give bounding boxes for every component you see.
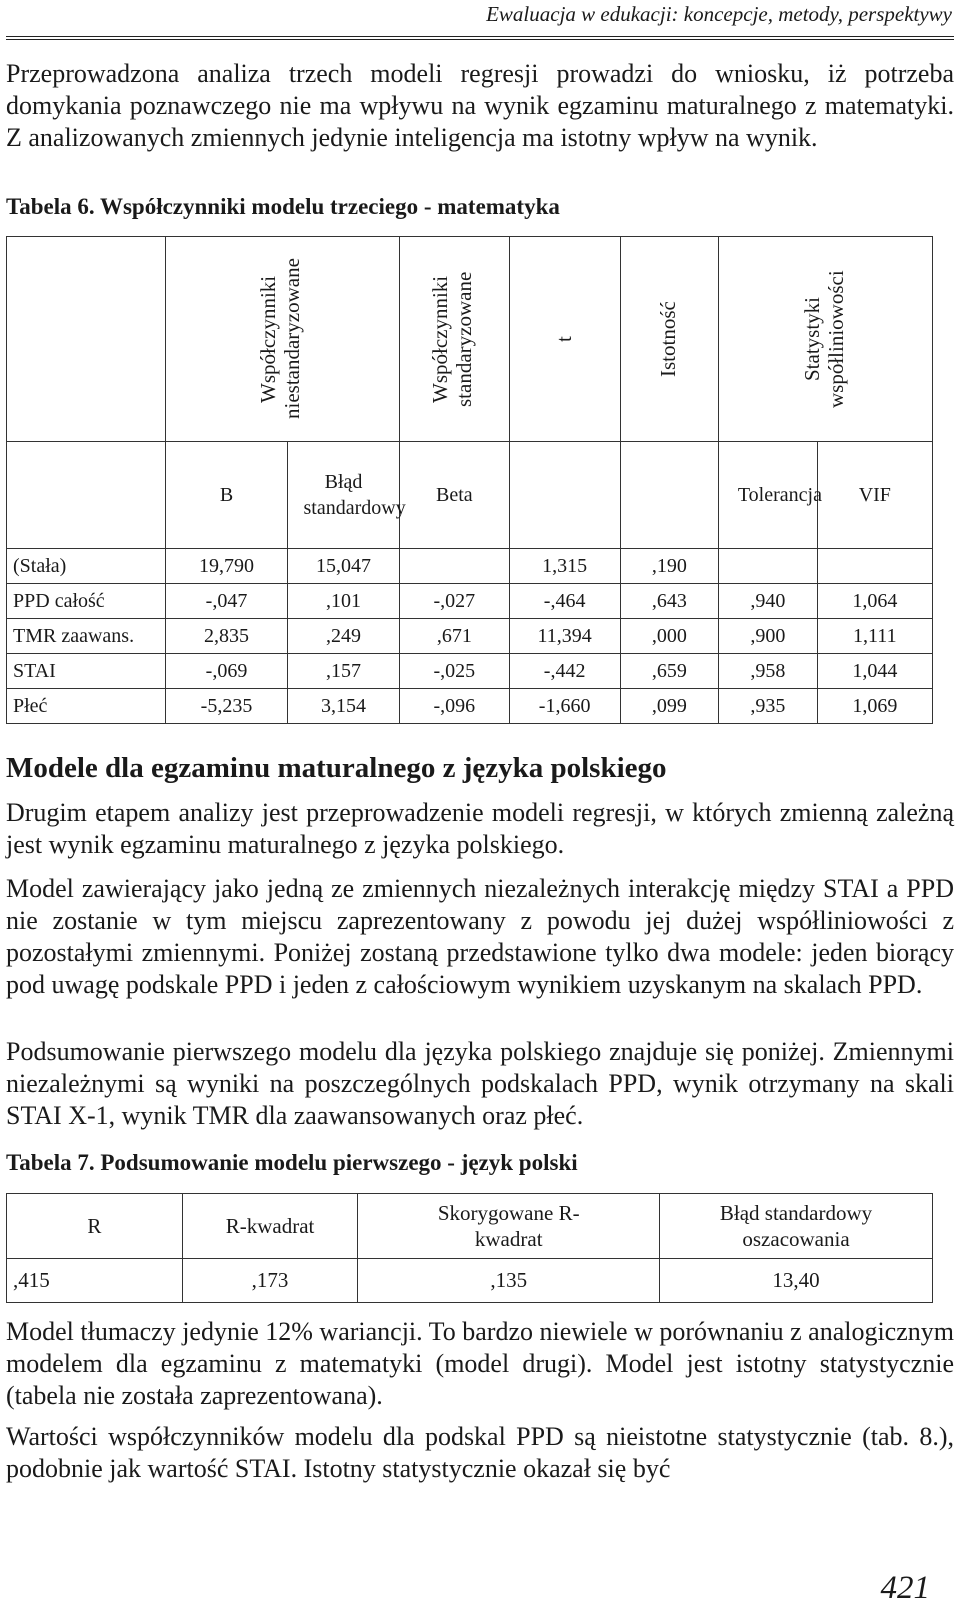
header-rule-top [6,36,954,37]
section-heading: Modele dla egzaminu maturalnego z języka polskiego [6,752,667,784]
paragraph-first-model-summary: Podsumowanie pierwszego modelu dla języka polskiego znajduje się poniżej. Zmiennymi niezależnymi są wyniki na poszczególnych podskalach PPD, wynik otrzymany na skali STAI X-1, wynik TMR dla zaawansowanych oraz płeć. [6,1037,954,1130]
running-header: Ewaluacja w edukacji: koncepcje, metody, perspektywy [486,2,952,26]
header-r-squared: R-kwadrat [182,1194,358,1259]
paragraph-conclusion: Przeprowadzona analiza trzech modeli regresji prowadzi do wniosku, iż potrzeba domykania poznawczego nie ma wpływu na wynik egzaminu maturalnego z matematyki. Z analizowanych zmiennych jedynie inteligencja ma istotny wpływ na wynik. [6,59,954,152]
subheader-vif: VIF [817,442,932,549]
header-collinearity: Statystyki współliniowości [799,270,848,408]
header-t: t [551,336,576,342]
paragraph-model-interaction: Model zawierający jako jedną ze zmiennych niezależnych interakcję między STAI a PPD nie zostanie w tym miejscu zaprezentowany z powodu jej dużej współliniowości z pozostałymi zmiennymi. Poniżej zostaną przedstawione tylko dwa modele: jeden biorący pod uwagę podskale PPD i jeden z całościowym wynikiem uzyskanym na skalach PPD. [6,874,954,999]
header-r: R [7,1194,183,1259]
header-adjusted-r-squared: Skorygowane R-kwadrat [358,1194,660,1259]
table-row: Płeć -5,235 3,154 -,096 -1,660 ,099 ,935 1,069 [7,689,933,724]
table-row: (Stała) 19,790 15,047 1,315 ,190 [7,549,933,584]
table7-caption: Tabela 7. Podsumowanie modelu pierwszego - język polski [6,1150,578,1175]
table6-vertical-header-row [7,237,933,442]
table-row: PPD całość -,047 ,101 -,027 -,464 ,643 ,940 1,064 [7,584,933,619]
subheader-b: B [165,442,287,549]
header-unstandardized: Współczynniki niestandaryzowane [256,258,305,420]
header-standardized: Współczynniki standaryzowane [428,271,477,407]
table-row: STAI -,069 ,157 -,025 -,442 ,659 ,958 1,044 [7,654,933,689]
table-row: ,415 ,173 ,135 13,40 [7,1259,933,1303]
table7-model-summary [6,1193,933,1303]
table6-caption: Tabela 6. Współczynniki modelu trzeciego - matematyka [6,194,560,219]
subheader-tolerance: Tolerancja [719,442,818,549]
paragraph-second-stage: Drugim etapem analizy jest przeprowadzenie modeli regresji, w których zmienną zależną jest wynik egzaminu maturalnego z języka polskiego. [6,798,954,859]
table6-coefficients [6,236,933,724]
page-number: 421 [880,1570,930,1606]
header-significance: Istotność [656,301,681,377]
table-row: TMR zaawans. 2,835 ,249 ,671 11,394 ,000 ,900 1,111 [7,619,933,654]
subheader-beta: Beta [400,442,510,549]
subheader-std-error: Błąd standardowy [288,442,400,549]
table6-subheader-row [7,442,933,549]
header-rule-bottom [6,39,954,40]
paragraph-variance-explained: Model tłumaczy jedynie 12% wariancji. To bardzo niewiele w porównaniu z analogicznym modelem dla egzaminu z matematyki (model drugi). Model jest istotny statystycznie (tabela nie została zaprezentowana). [6,1317,954,1410]
header-std-error-estimate: Błąd standardowy oszacowania [660,1194,933,1259]
table7-header-row [7,1194,933,1259]
paragraph-ppd-coefficients: Wartości współczynników modelu dla podskal PPD są nieistotne statystycznie (tab. 8.), podobnie jak wartość STAI. Istotny statystycznie okazał się być [6,1422,954,1483]
